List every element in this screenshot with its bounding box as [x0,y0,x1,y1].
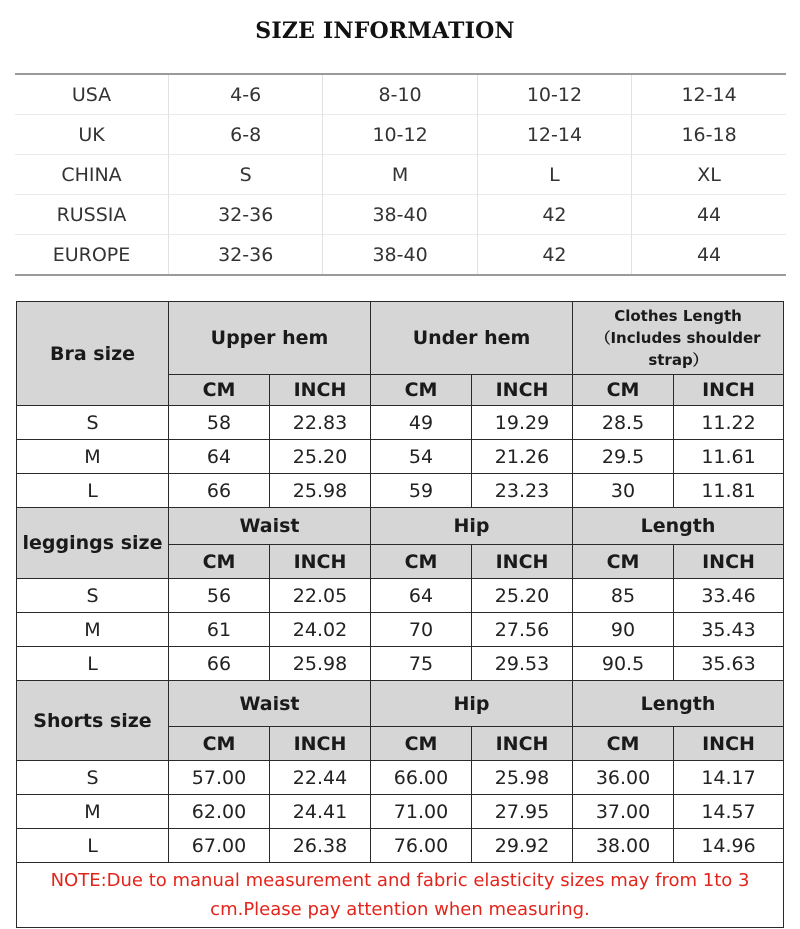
leggings-header-row [17,508,784,545]
row-label: UK [15,115,169,155]
table-row [15,74,786,115]
table-cell: 6-8 [169,115,323,155]
unit-inch: INCH [472,727,573,761]
table-cell: 14.17 [674,761,784,795]
table-cell: 54 [371,440,472,474]
table-cell: 24.02 [270,613,371,647]
table-cell: S [169,155,323,195]
shorts-size-label: Shorts size [17,681,169,761]
table-cell: 25.20 [270,440,371,474]
table-cell: 19.29 [472,406,573,440]
group-header-under-hem: Under hem [371,302,573,375]
table-cell: 38.00 [573,829,674,863]
group-header-waist: Waist [169,681,371,727]
table-cell: 42 [477,195,631,235]
table-cell: 11.81 [674,474,784,508]
table-cell: 58 [169,406,270,440]
size-cell: S [17,579,169,613]
table-row [15,115,786,155]
unit-cm: CM [169,545,270,579]
table-cell: 29.53 [472,647,573,681]
table-cell: 24.41 [270,795,371,829]
table-cell: 32-36 [169,195,323,235]
unit-cm: CM [573,727,674,761]
table-row [15,195,786,235]
table-cell: 10-12 [323,115,477,155]
unit-cm: CM [169,727,270,761]
group-header-hip: Hip [371,681,573,727]
table-cell: 67.00 [169,829,270,863]
table-cell: 11.22 [674,406,784,440]
group-header-hip: Hip [371,508,573,545]
table-cell: 44 [632,235,786,276]
table-row [17,440,784,474]
table-cell: 62.00 [169,795,270,829]
size-cell: M [17,440,169,474]
table-cell: 71.00 [371,795,472,829]
unit-inch: INCH [270,727,371,761]
table-row [17,474,784,508]
measurement-note: NOTE:Due to manual measurement and fabric elasticity sizes may from 1to 3 cm.Please pay attention when measuring. [17,863,784,928]
table-cell: 57.00 [169,761,270,795]
unit-cm: CM [573,545,674,579]
size-cell: M [17,795,169,829]
table-cell: 85 [573,579,674,613]
table-cell: 30 [573,474,674,508]
table-cell: XL [632,155,786,195]
unit-cm: CM [573,375,674,406]
bra-header-row [17,302,784,375]
table-row [17,579,784,613]
measurement-table [16,301,784,928]
table-cell: 61 [169,613,270,647]
table-cell: 56 [169,579,270,613]
table-cell: 12-14 [632,74,786,115]
table-row [15,235,786,276]
table-row [17,829,784,863]
table-cell: 25.98 [270,474,371,508]
table-cell: L [477,155,631,195]
table-cell: 22.05 [270,579,371,613]
table-cell: 66 [169,474,270,508]
table-cell: 29.92 [472,829,573,863]
table-cell: 38-40 [323,235,477,276]
unit-cm: CM [371,375,472,406]
table-row [17,406,784,440]
unit-inch: INCH [674,727,784,761]
table-cell: 35.43 [674,613,784,647]
table-cell: 23.23 [472,474,573,508]
unit-inch: INCH [270,375,371,406]
table-cell: 22.83 [270,406,371,440]
row-label: CHINA [15,155,169,195]
unit-cm: CM [371,727,472,761]
unit-cm: CM [371,545,472,579]
table-cell: 16-18 [632,115,786,155]
table-row [17,761,784,795]
table-cell: 37.00 [573,795,674,829]
table-cell: 25.98 [270,647,371,681]
table-cell: 70 [371,613,472,647]
table-cell: 90 [573,613,674,647]
unit-inch: INCH [674,545,784,579]
size-cell: S [17,761,169,795]
table-cell: 27.56 [472,613,573,647]
note-row [17,863,784,928]
size-cell: L [17,829,169,863]
table-cell: 76.00 [371,829,472,863]
table-cell: 49 [371,406,472,440]
table-row [15,155,786,195]
unit-inch: INCH [674,375,784,406]
bra-size-label: Bra size [17,302,169,406]
table-cell: 28.5 [573,406,674,440]
row-label: USA [71,83,112,106]
table-cell: 21.26 [472,440,573,474]
table-cell: 66.00 [371,761,472,795]
row-label: EUROPE [15,235,169,276]
page-title: SIZE INFORMATION [255,18,515,44]
size-cell: M [17,613,169,647]
table-cell: 64 [371,579,472,613]
table-cell: 25.20 [472,579,573,613]
table-row [17,647,784,681]
unit-cm: CM [169,375,270,406]
table-cell: 42 [477,235,631,276]
table-cell: 66 [169,647,270,681]
table-cell: 29.5 [573,440,674,474]
table-cell: 4-6 [169,74,323,115]
size-cell: L [17,647,169,681]
unit-inch: INCH [270,545,371,579]
row-label: RUSSIA [15,195,169,235]
table-cell: 8-10 [323,74,477,115]
unit-inch: INCH [472,375,573,406]
table-cell: 14.57 [674,795,784,829]
table-cell: 11.61 [674,440,784,474]
table-cell: 64 [169,440,270,474]
group-header-clothes-length: Clothes Length（Includes shoulder strap） [573,302,784,375]
table-cell: 35.63 [674,647,784,681]
group-header-upper-hem: Upper hem [169,302,371,375]
table-cell: 10-12 [477,74,631,115]
table-cell: 44 [632,195,786,235]
size-conversion-table [15,73,786,276]
leggings-size-label: leggings size [17,508,169,579]
table-cell: 38-40 [323,195,477,235]
group-header-length: Length [573,508,784,545]
shorts-header-row [17,681,784,727]
table-cell: 33.46 [674,579,784,613]
table-cell: 25.98 [472,761,573,795]
table-cell: M [323,155,477,195]
table-row [17,795,784,829]
table-cell: 22.44 [270,761,371,795]
table-row [17,613,784,647]
table-cell: 27.95 [472,795,573,829]
size-cell: L [17,474,169,508]
table-cell: 36.00 [573,761,674,795]
unit-inch: INCH [472,545,573,579]
table-cell: 90.5 [573,647,674,681]
group-header-waist: Waist [169,508,371,545]
size-cell: S [17,406,169,440]
table-cell: 59 [371,474,472,508]
table-cell: 32-36 [169,235,323,276]
table-cell: 12-14 [477,115,631,155]
group-header-length: Length [573,681,784,727]
table-cell: 75 [371,647,472,681]
table-cell: 26.38 [270,829,371,863]
table-cell: 14.96 [674,829,784,863]
